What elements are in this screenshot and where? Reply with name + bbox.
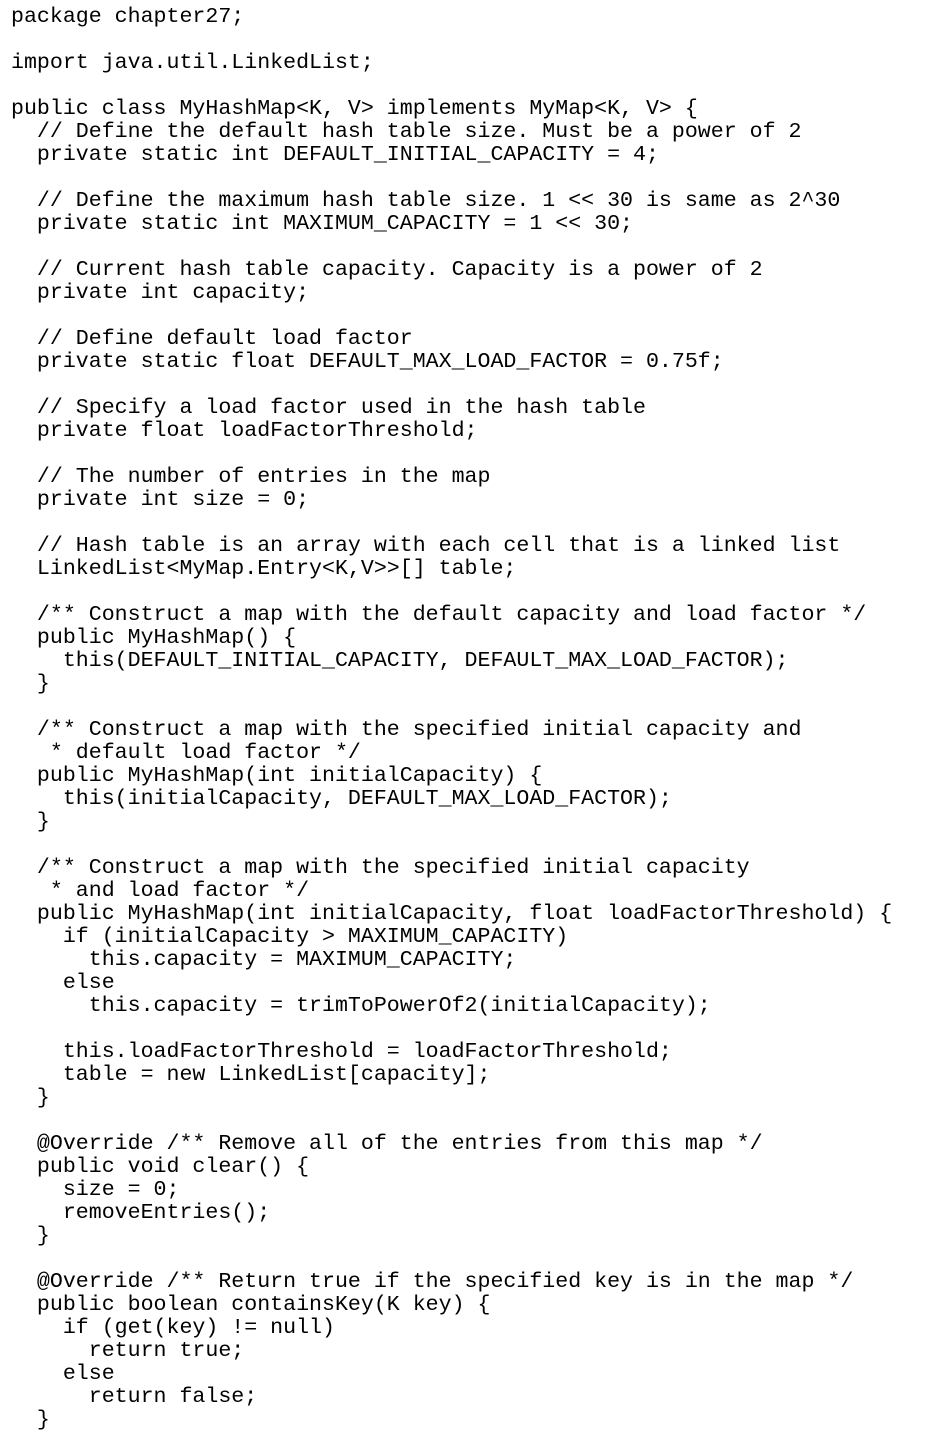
code-line: else xyxy=(11,1362,115,1386)
code-line: if (get(key) != null) xyxy=(11,1316,335,1340)
code-line: @Override /** Remove all of the entries from this map */ xyxy=(11,1132,763,1156)
code-line: this.loadFactorThreshold = loadFactorThreshold; xyxy=(11,1040,672,1064)
blank-code-line xyxy=(11,696,931,719)
code-line: return true; xyxy=(11,1339,245,1363)
code-line: public MyHashMap(int initialCapacity) { xyxy=(11,764,543,788)
code-line: * and load factor */ xyxy=(11,879,310,903)
code-line: private static float DEFAULT_MAX_LOAD_FACTOR = 0.75f; xyxy=(11,350,724,374)
code-line: // Define default load factor xyxy=(11,327,413,351)
code-line: @Override /** Return true if the specified key is in the map */ xyxy=(11,1270,854,1294)
blank-code-line xyxy=(11,305,931,328)
code-line: this(initialCapacity, DEFAULT_MAX_LOAD_FACTOR); xyxy=(11,787,672,811)
blank-code-line xyxy=(11,75,931,98)
code-line: removeEntries(); xyxy=(11,1201,271,1225)
code-line: } xyxy=(11,672,50,696)
blank-code-line xyxy=(11,374,931,397)
code-line: public void clear() { xyxy=(11,1155,310,1179)
code-line: // Hash table is an array with each cell that is a linked list xyxy=(11,534,841,558)
code-line: // Define the default hash table size. Must be a power of 2 xyxy=(11,120,802,144)
code-line: } xyxy=(11,1224,50,1248)
code-line: return false; xyxy=(11,1385,258,1409)
code-line: this(DEFAULT_INITIAL_CAPACITY, DEFAULT_MAX_LOAD_FACTOR); xyxy=(11,649,789,673)
code-line: table = new LinkedList[capacity]; xyxy=(11,1063,491,1087)
blank-code-line xyxy=(11,1248,931,1271)
code-line: } xyxy=(11,810,50,834)
code-line: // The number of entries in the map xyxy=(11,465,491,489)
blank-code-line xyxy=(11,834,931,857)
code-line: private float loadFactorThreshold; xyxy=(11,419,478,443)
code-line: this.capacity = MAXIMUM_CAPACITY; xyxy=(11,948,517,972)
blank-code-line xyxy=(11,512,931,535)
code-line: else xyxy=(11,971,115,995)
blank-code-line xyxy=(11,1110,931,1133)
code-line: private int size = 0; xyxy=(11,488,310,512)
code-line: // Specify a load factor used in the hash table xyxy=(11,396,646,420)
code-line: private int capacity; xyxy=(11,281,310,305)
code-line: public boolean containsKey(K key) { xyxy=(11,1293,491,1317)
code-line: public MyHashMap(int initialCapacity, float loadFactorThreshold) { xyxy=(11,902,893,926)
code-listing xyxy=(11,6,931,1432)
code-line: } xyxy=(11,1408,50,1432)
code-line: public MyHashMap() { xyxy=(11,626,297,650)
code-line: import java.util.LinkedList; xyxy=(11,51,374,75)
blank-code-line xyxy=(11,29,931,52)
code-line: /** Construct a map with the specified initial capacity xyxy=(11,856,750,880)
code-line: // Current hash table capacity. Capacity is a power of 2 xyxy=(11,258,763,282)
blank-code-line xyxy=(11,1018,931,1041)
code-line: LinkedList<MyMap.Entry<K,V>>[] table; xyxy=(11,557,517,581)
code-line: if (initialCapacity > MAXIMUM_CAPACITY) xyxy=(11,925,569,949)
blank-code-line xyxy=(11,581,931,604)
code-line: public class MyHashMap<K, V> implements MyMap<K, V> { xyxy=(11,97,698,121)
code-line: private static int DEFAULT_INITIAL_CAPACITY = 4; xyxy=(11,143,659,167)
blank-code-line xyxy=(11,167,931,190)
code-line: * default load factor */ xyxy=(11,741,361,765)
blank-code-line xyxy=(11,443,931,466)
code-line: } xyxy=(11,1086,50,1110)
code-line: package chapter27; xyxy=(11,5,245,29)
code-line: /** Construct a map with the default capacity and load factor */ xyxy=(11,603,867,627)
code-line: /** Construct a map with the specified initial capacity and xyxy=(11,718,802,742)
code-line: private static int MAXIMUM_CAPACITY = 1 << 30; xyxy=(11,212,634,236)
code-line: // Define the maximum hash table size. 1 << 30 is same as 2^30 xyxy=(11,189,841,213)
code-line: size = 0; xyxy=(11,1178,180,1202)
blank-code-line xyxy=(11,236,931,259)
code-line: this.capacity = trimToPowerOf2(initialCapacity); xyxy=(11,994,711,1018)
